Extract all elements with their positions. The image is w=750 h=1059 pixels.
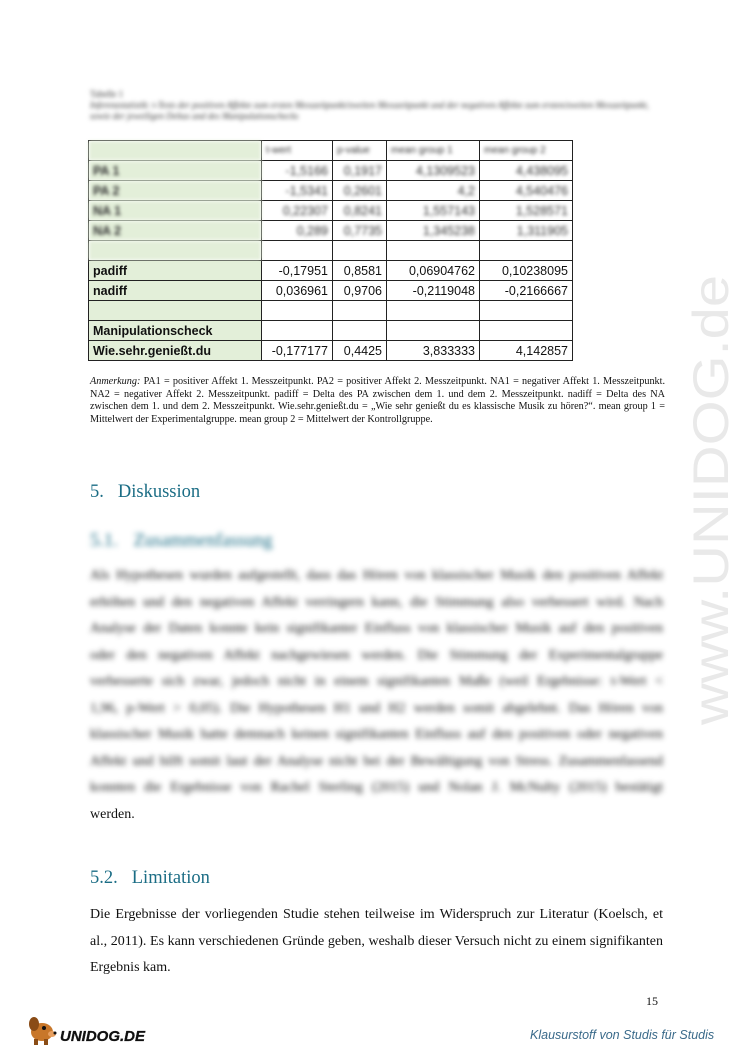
table-caption-title: Tabelle 1	[90, 89, 124, 99]
subsection-number: 5.2.	[90, 868, 118, 888]
table-cell: 4,1309523	[387, 161, 480, 181]
row-label	[89, 141, 262, 161]
row-label: Wie.sehr.genießt.du	[89, 341, 262, 361]
summary-line: klassischer Musik hatte demnach keinen signifikanten Einfluss auf den positiven oder negativen	[90, 727, 663, 742]
row-label: PA 1	[89, 161, 262, 181]
table-cell: 0,1917	[333, 161, 387, 181]
subsection-title: Zusammenfassung	[133, 531, 273, 551]
table-cell	[480, 301, 573, 321]
row-label: padiff	[89, 261, 262, 281]
table-cell: 4,142857	[480, 341, 573, 361]
note-text: PA1 = positiver Affekt 1. Messzeitpunkt. PA2 = positiver Affekt 2. Messzeitpunkt. NA1 = negativer Affekt 1. Messzeitpunkt. NA2 = negativer Affekt 2. Messzeitpunkt. padiff = Delta des PA zwischen dem 1. und dem 2. Messzeitpunkt. nadiff = Delta des NA zwischen dem 1. und dem 2. Messzeitpunkt. Wie.sehr.genießt.du = „Wie sehr genießt du es klassische Musik zu hören?“. mean group 1 = Mittelwert der Experimentalgruppe. mean group 2 = Mittelwert der Kontrollgruppe.	[90, 376, 666, 425]
summary-line: konnten die Ergebnisse von Rachel Sterling (2015) und Nolan J. McNulty (2015) bestätigt	[90, 780, 663, 795]
section-number: 5.	[90, 482, 104, 502]
summary-line: Analyse der Daten konnte kein signifikanter Einfluss von klassischer Musik auf den positiven	[90, 621, 663, 636]
subsection-title: Limitation	[131, 868, 210, 888]
summary-line: 1,96, p-Wert > 0,05). Die Hypothesen H1 und H2 werden somit abgelehnt. Das Hören von	[90, 700, 663, 716]
footer-tagline: Klausurstoff von Studis für Studis	[530, 1028, 715, 1042]
row-label: nadiff	[89, 281, 262, 301]
table-cell: p-value	[333, 141, 387, 161]
table-row	[89, 201, 573, 221]
dog-icon	[29, 1017, 57, 1045]
table-cell: 0,7735	[333, 221, 387, 241]
table-cell	[480, 321, 573, 341]
table-cell: 4,438095	[480, 161, 573, 181]
table-row	[89, 221, 573, 241]
table-cell: -1,5341	[262, 181, 333, 201]
table-cell: 1,345238	[387, 221, 480, 241]
summary-lines	[90, 563, 663, 802]
summary-line: erhöhen und den negativen Affekt verringern kann, die Stimmung also verbessert wird. Nach	[90, 594, 663, 610]
table-cell: -0,17951	[262, 261, 333, 281]
row-label: Manipulationscheck	[89, 321, 262, 341]
summary-line: Als Hypothesen wurden aufgestellt, dass das Hören von klassischer Musik den positiven Affekt	[90, 568, 663, 583]
table-cell	[333, 241, 387, 261]
table-row	[89, 141, 573, 161]
table-cell	[387, 321, 480, 341]
table-cell: 4,2	[387, 181, 480, 201]
watermark-text: www.UNIDOG.de	[683, 336, 739, 725]
table-cell: -0,177177	[262, 341, 333, 361]
note-label: Anmerkung:	[90, 376, 141, 387]
row-label: NA 2	[89, 221, 262, 241]
table-cell: 0,8581	[333, 261, 387, 281]
table-cell: 0,10238095	[480, 261, 573, 281]
table-row	[89, 301, 573, 321]
table-cell: 3,833333	[387, 341, 480, 361]
table-cell: 0,22307	[262, 201, 333, 221]
page-number: 15	[646, 994, 658, 1008]
table-cell: -0,2166667	[480, 281, 573, 301]
table-cell: 1,557143	[387, 201, 480, 221]
table-row	[89, 261, 573, 281]
table-row	[89, 241, 573, 261]
summary-line: verbesserte sich zwar, jedoch nicht in einem signifikanten Maße (weil Ergebnisse: t-Wert <	[90, 674, 663, 689]
subsection-heading-summary	[90, 531, 272, 552]
summary-line: oder den negativen Affekt nachgewiesen werden. Die Stimmung der Experimentalgruppe	[90, 647, 663, 663]
table-cell	[387, 241, 480, 261]
table-cell: 0,4425	[333, 341, 387, 361]
table-cell: 0,036961	[262, 281, 333, 301]
table-cell: 0,8241	[333, 201, 387, 221]
summary-last-word: werden.	[90, 806, 135, 822]
subsection-heading-limitation	[90, 868, 210, 889]
table-cell: mean group 1	[387, 141, 480, 161]
watermark	[670, 270, 750, 730]
unidog-logo	[24, 1010, 154, 1048]
table-cell: 4,540476	[480, 181, 573, 201]
table-note	[90, 376, 665, 426]
table-caption-subtitle: Inferenzstatistik: t-Tests der positiven Affekte zum ersten Messzeitpunkt/zweiten Messzeitpunkt und der negativen Affekte zum ersten/zweiten Messzeitpunkt, sowie der jeweiligen Deltas und des Manipulationschecks	[90, 100, 649, 121]
row-label: NA 1	[89, 201, 262, 221]
summary-paragraph	[90, 563, 663, 828]
table-cell	[333, 321, 387, 341]
table-row	[89, 341, 573, 361]
table-cell: 1,311905	[480, 221, 573, 241]
table-cell	[387, 301, 480, 321]
section-title: Diskussion	[117, 482, 201, 502]
table-cell: 0,2601	[333, 181, 387, 201]
table-cell	[262, 321, 333, 341]
section-heading	[90, 482, 200, 503]
table-caption	[90, 89, 665, 122]
logo-text: UNIDOG.DE	[60, 1028, 146, 1045]
row-label	[89, 301, 262, 321]
table-row	[89, 161, 573, 181]
summary-line: Affekt und hilft somit laut der Analyse nicht bei der Bewältigung von Stress. Zusammenfassend	[90, 753, 663, 769]
row-label: PA 2	[89, 181, 262, 201]
table-cell	[262, 301, 333, 321]
table-cell: -1,5166	[262, 161, 333, 181]
table-cell: 0,289	[262, 221, 333, 241]
subsection-number: 5.1.	[90, 531, 118, 551]
table-row	[89, 181, 573, 201]
table-cell	[262, 241, 333, 261]
table-cell	[480, 241, 573, 261]
table-cell: mean group 2	[480, 141, 573, 161]
table-cell: 0,9706	[333, 281, 387, 301]
table-cell: t-wert	[262, 141, 333, 161]
results-table	[88, 140, 573, 361]
watermark-svg	[670, 270, 750, 730]
table-cell: 0,06904762	[387, 261, 480, 281]
row-label	[89, 241, 262, 261]
table-cell: 1,528571	[480, 201, 573, 221]
table-cell: -0,2119048	[387, 281, 480, 301]
limitation-paragraph: Die Ergebnisse der vorliegenden Studie stehen teilweise im Widerspruch zur Literatur (Koelsch, et al., 2011). Es kann verschiedenen Gründe geben, weshalb dieser Versuch nicht zu einem signifikanten Ergebnis kam.	[90, 907, 663, 975]
table-row	[89, 281, 573, 301]
table-row	[89, 321, 573, 341]
table-cell	[333, 301, 387, 321]
